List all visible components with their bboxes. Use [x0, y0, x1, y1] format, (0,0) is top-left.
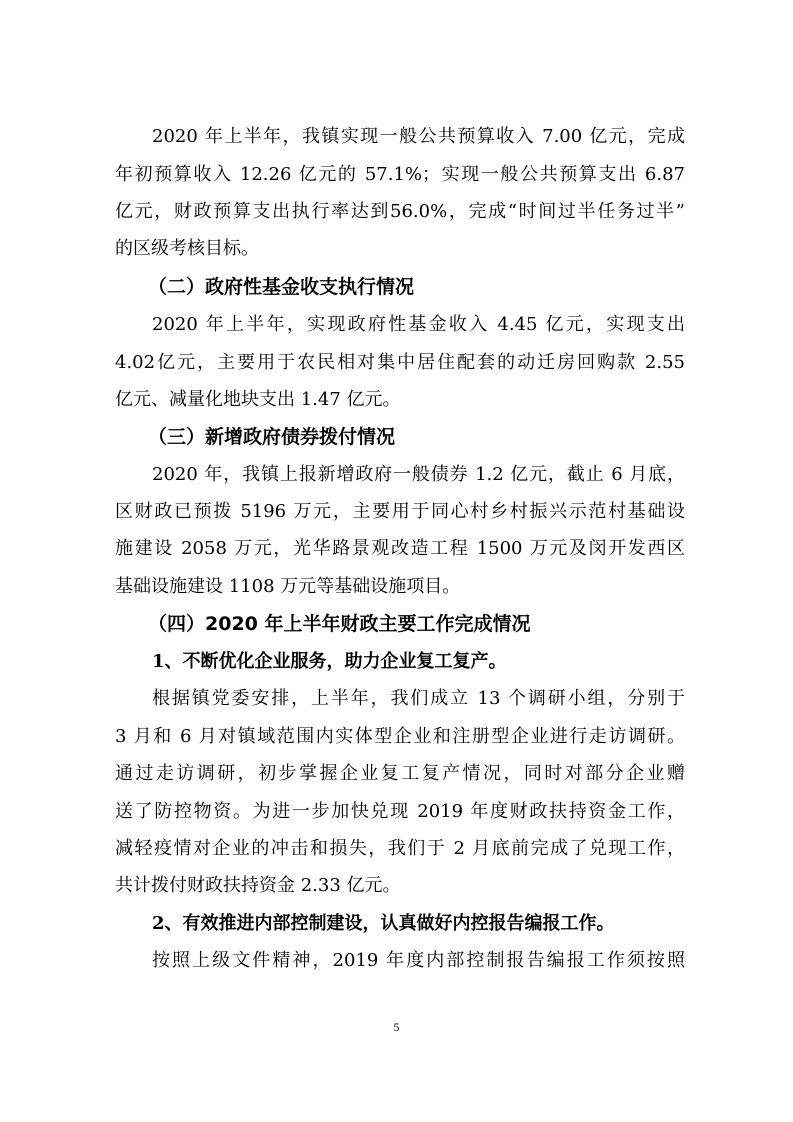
fund-paragraph-line-1: 2020 年上半年，实现政府性基金收入 4.45 亿元，实现支出 — [152, 314, 685, 335]
work-item-2-line-1: 按照上级文件精神，2019 年度内部控制报告编报工作须按照 — [152, 950, 685, 971]
page-number: 5 — [393, 1020, 400, 1034]
work-item-2-title: 2、有效推进内部控制建设，认真做好内控报告编报工作。 — [152, 913, 615, 934]
work-item-1-title: 1、不断优化企业服务，助力企业复工复产。 — [152, 651, 507, 672]
fund-paragraph-line-3: 亿元、减量化地块支出 1.47 亿元。 — [115, 389, 401, 410]
budget-paragraph-line-2: 年初预算收入 12.26 亿元的 57.1%；实现一般公共预算支出 6.87 — [115, 164, 685, 185]
fund-paragraph-line-2: 4.02亿元，主要用于农民相对集中居住配套的动迁房回购款 2.55 — [115, 352, 685, 373]
budget-paragraph-line-4: 的区级考核目标。 — [115, 238, 259, 259]
bond-paragraph-line-4: 基础设施建设 1108 万元等基础设施项目。 — [115, 576, 461, 597]
budget-paragraph-line-3: 亿元，财政预算支出执行率达到56.0%，完成“时间过半任务过半” — [115, 201, 685, 222]
work-item-1-line-5: 减轻疫情对企业的冲击和损失，我们于 2 月底前完成了兑现工作， — [115, 838, 685, 859]
bond-paragraph-line-1: 2020 年，我镇上报新增政府一般债券 1.2 亿元，截止 6 月底， — [152, 464, 685, 485]
work-item-1-line-4: 送了防控物资。为进一步加快兑现 2019 年度财政扶持资金工作， — [115, 801, 685, 822]
work-item-1-line-2: 3 月和 6 月对镇域范围内实体型企业和注册型企业进行走访调研。 — [115, 726, 685, 747]
work-item-1-line-1: 根据镇党委安排，上半年，我们成立 13 个调研小组，分别于 — [152, 688, 685, 709]
work-item-1-line-3: 通过走访调研，初步掌握企业复工复产情况，同时对部分企业赠 — [115, 763, 685, 784]
work-section-heading: （四）2020 年上半年财政主要工作完成情况 — [148, 613, 531, 635]
bond-section-heading: （三）新增政府债券拨付情况 — [148, 426, 396, 448]
fund-section-heading: （二）政府性基金收支执行情况 — [148, 276, 415, 298]
work-item-1-line-6: 共计拨付财政扶持资金 2.33 亿元。 — [115, 875, 401, 896]
bond-paragraph-line-2: 区财政已预拨 5196 万元，主要用于同心村乡村振兴示范村基础设 — [115, 501, 685, 522]
bond-paragraph-line-3: 施建设 2058 万元，光华路景观改造工程 1500 万元及闵开发西区 — [115, 538, 685, 559]
budget-paragraph-line-1: 2020 年上半年，我镇实现一般公共预算收入 7.00 亿元，完成 — [152, 126, 685, 147]
